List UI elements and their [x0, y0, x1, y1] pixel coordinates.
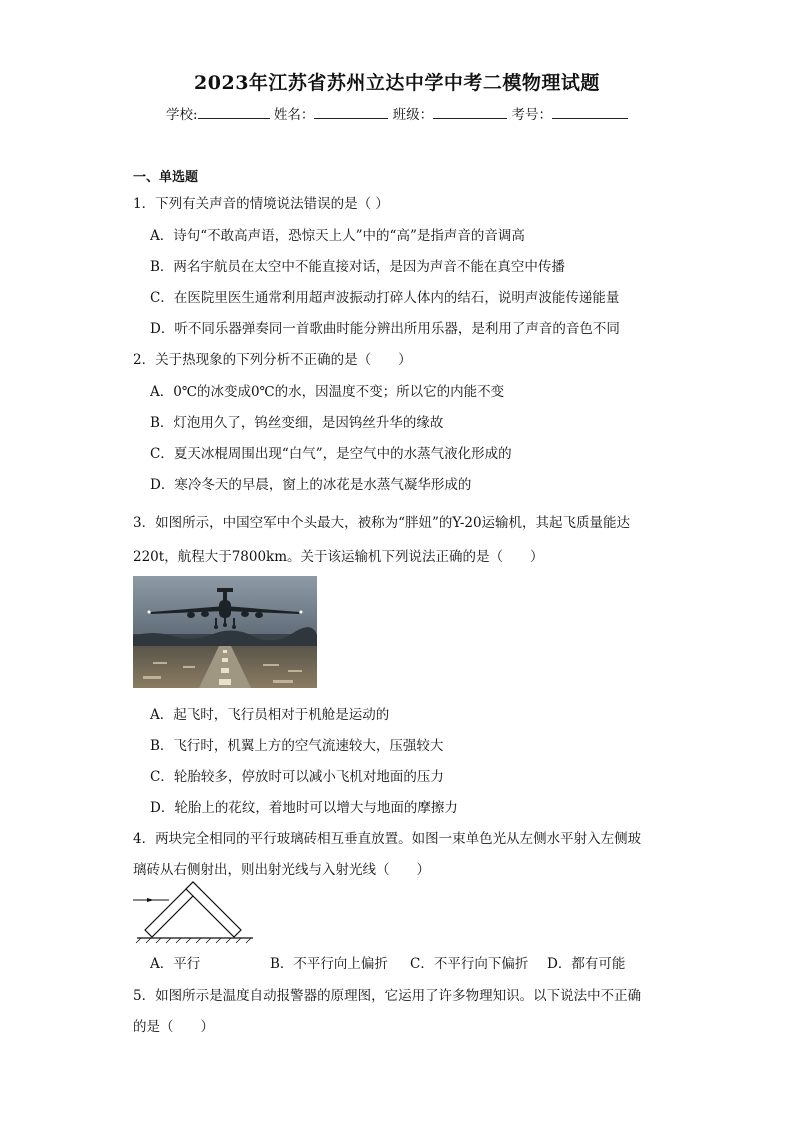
question-1-stem: 1．下列有关声音的情境说法错误的是（ ） — [133, 196, 389, 212]
question-1-option-b: B．两名宇航员在太空中不能直接对话，是因为声音不能在真空中传播 — [150, 259, 565, 275]
ground-hatching — [136, 938, 251, 943]
question-4-option-c: C．不平行向下偏折 — [410, 956, 529, 972]
class-label: 班级： — [392, 107, 434, 123]
class-blank — [433, 106, 507, 119]
right-glass-brick — [186, 882, 241, 937]
name-blank — [314, 106, 388, 119]
school-blank — [198, 106, 270, 119]
question-3-option-b: B．飞行时，机翼上方的空气流速较大，压强较大 — [150, 738, 444, 754]
question-4-stem-line1: 4．两块完全相同的平行玻璃砖相互垂直放置。如图一束单色光从左侧水平射入左侧玻 — [133, 831, 642, 847]
question-3-stem-line1: 3．如图所示，中国空军中个头最大，被称为“胖妞”的Y-20运输机，其起飞质量能达 — [133, 515, 631, 531]
student-info-line — [0, 103, 794, 123]
school-label: 学校: — [166, 107, 198, 123]
ray-arrow-icon — [147, 898, 154, 902]
question-4-option-b: B．不平行向上偏折 — [270, 956, 388, 972]
question-3-option-d: D．轮胎上的花纹，着地时可以增大与地面的摩擦力 — [150, 800, 458, 816]
question-5-stem-line2: 的是（ ） — [133, 1019, 214, 1035]
question-1-option-d: D．听不同乐器弹奏同一首歌曲时能分辨出所用乐器，是利用了声音的音色不同 — [150, 321, 620, 337]
question-3-option-c: C．轮胎较多，停放时可以减小飞机对地面的压力 — [150, 769, 444, 785]
question-1-option-a: A．诗句“不敢高声语，恐惊天上人”中的“高”是指声音的音调高 — [150, 228, 525, 244]
page-title: 2023年江苏省苏州立达中学中考二模物理试题 — [194, 72, 600, 94]
question-2-option-c: C．夏天冰棍周围出现“白气”，是空气中的水蒸气液化形成的 — [150, 446, 512, 462]
glass-bricks-diagram — [133, 878, 259, 944]
question-1-option-c: C．在医院里医生通常利用超声波振动打碎人体内的结石，说明声波能传递能量 — [150, 290, 620, 306]
section-heading: 一、单选题 — [133, 170, 199, 185]
question-5-stem-line1: 5．如图所示是温度自动报警器的原理图，它运用了许多物理知识。以下说法中不正确 — [133, 988, 642, 1004]
number-blank — [552, 106, 628, 119]
question-4-stem-line2: 璃砖从右侧射出，则出射光线与入射光线（ ） — [133, 862, 430, 878]
number-label: 考号： — [511, 107, 552, 123]
question-2-option-b: B．灯泡用久了，钨丝变细，是因钨丝升华的缘故 — [150, 415, 444, 431]
question-4-option-d: D．都有可能 — [547, 956, 626, 972]
name-label: 姓名： — [273, 107, 315, 123]
y20-aircraft-photo — [133, 576, 317, 688]
question-2-stem: 2．关于热现象的下列分析不正确的是（ ） — [133, 352, 412, 368]
question-4-option-a: A．平行 — [150, 956, 201, 972]
question-2-option-a: A．0℃的冰变成0℃的水，因温度不变；所以它的内能不变 — [150, 384, 505, 400]
question-2-option-d: D．寒冷冬天的早晨，窗上的冰花是水蒸气凝华形成的 — [150, 477, 472, 493]
question-3-option-a: A．起飞时，飞行员相对于机舱是运动的 — [150, 707, 390, 723]
question-3-stem-line2: 220t，航程大于7800km。关于该运输机下列说法正确的是（ ） — [133, 549, 544, 565]
